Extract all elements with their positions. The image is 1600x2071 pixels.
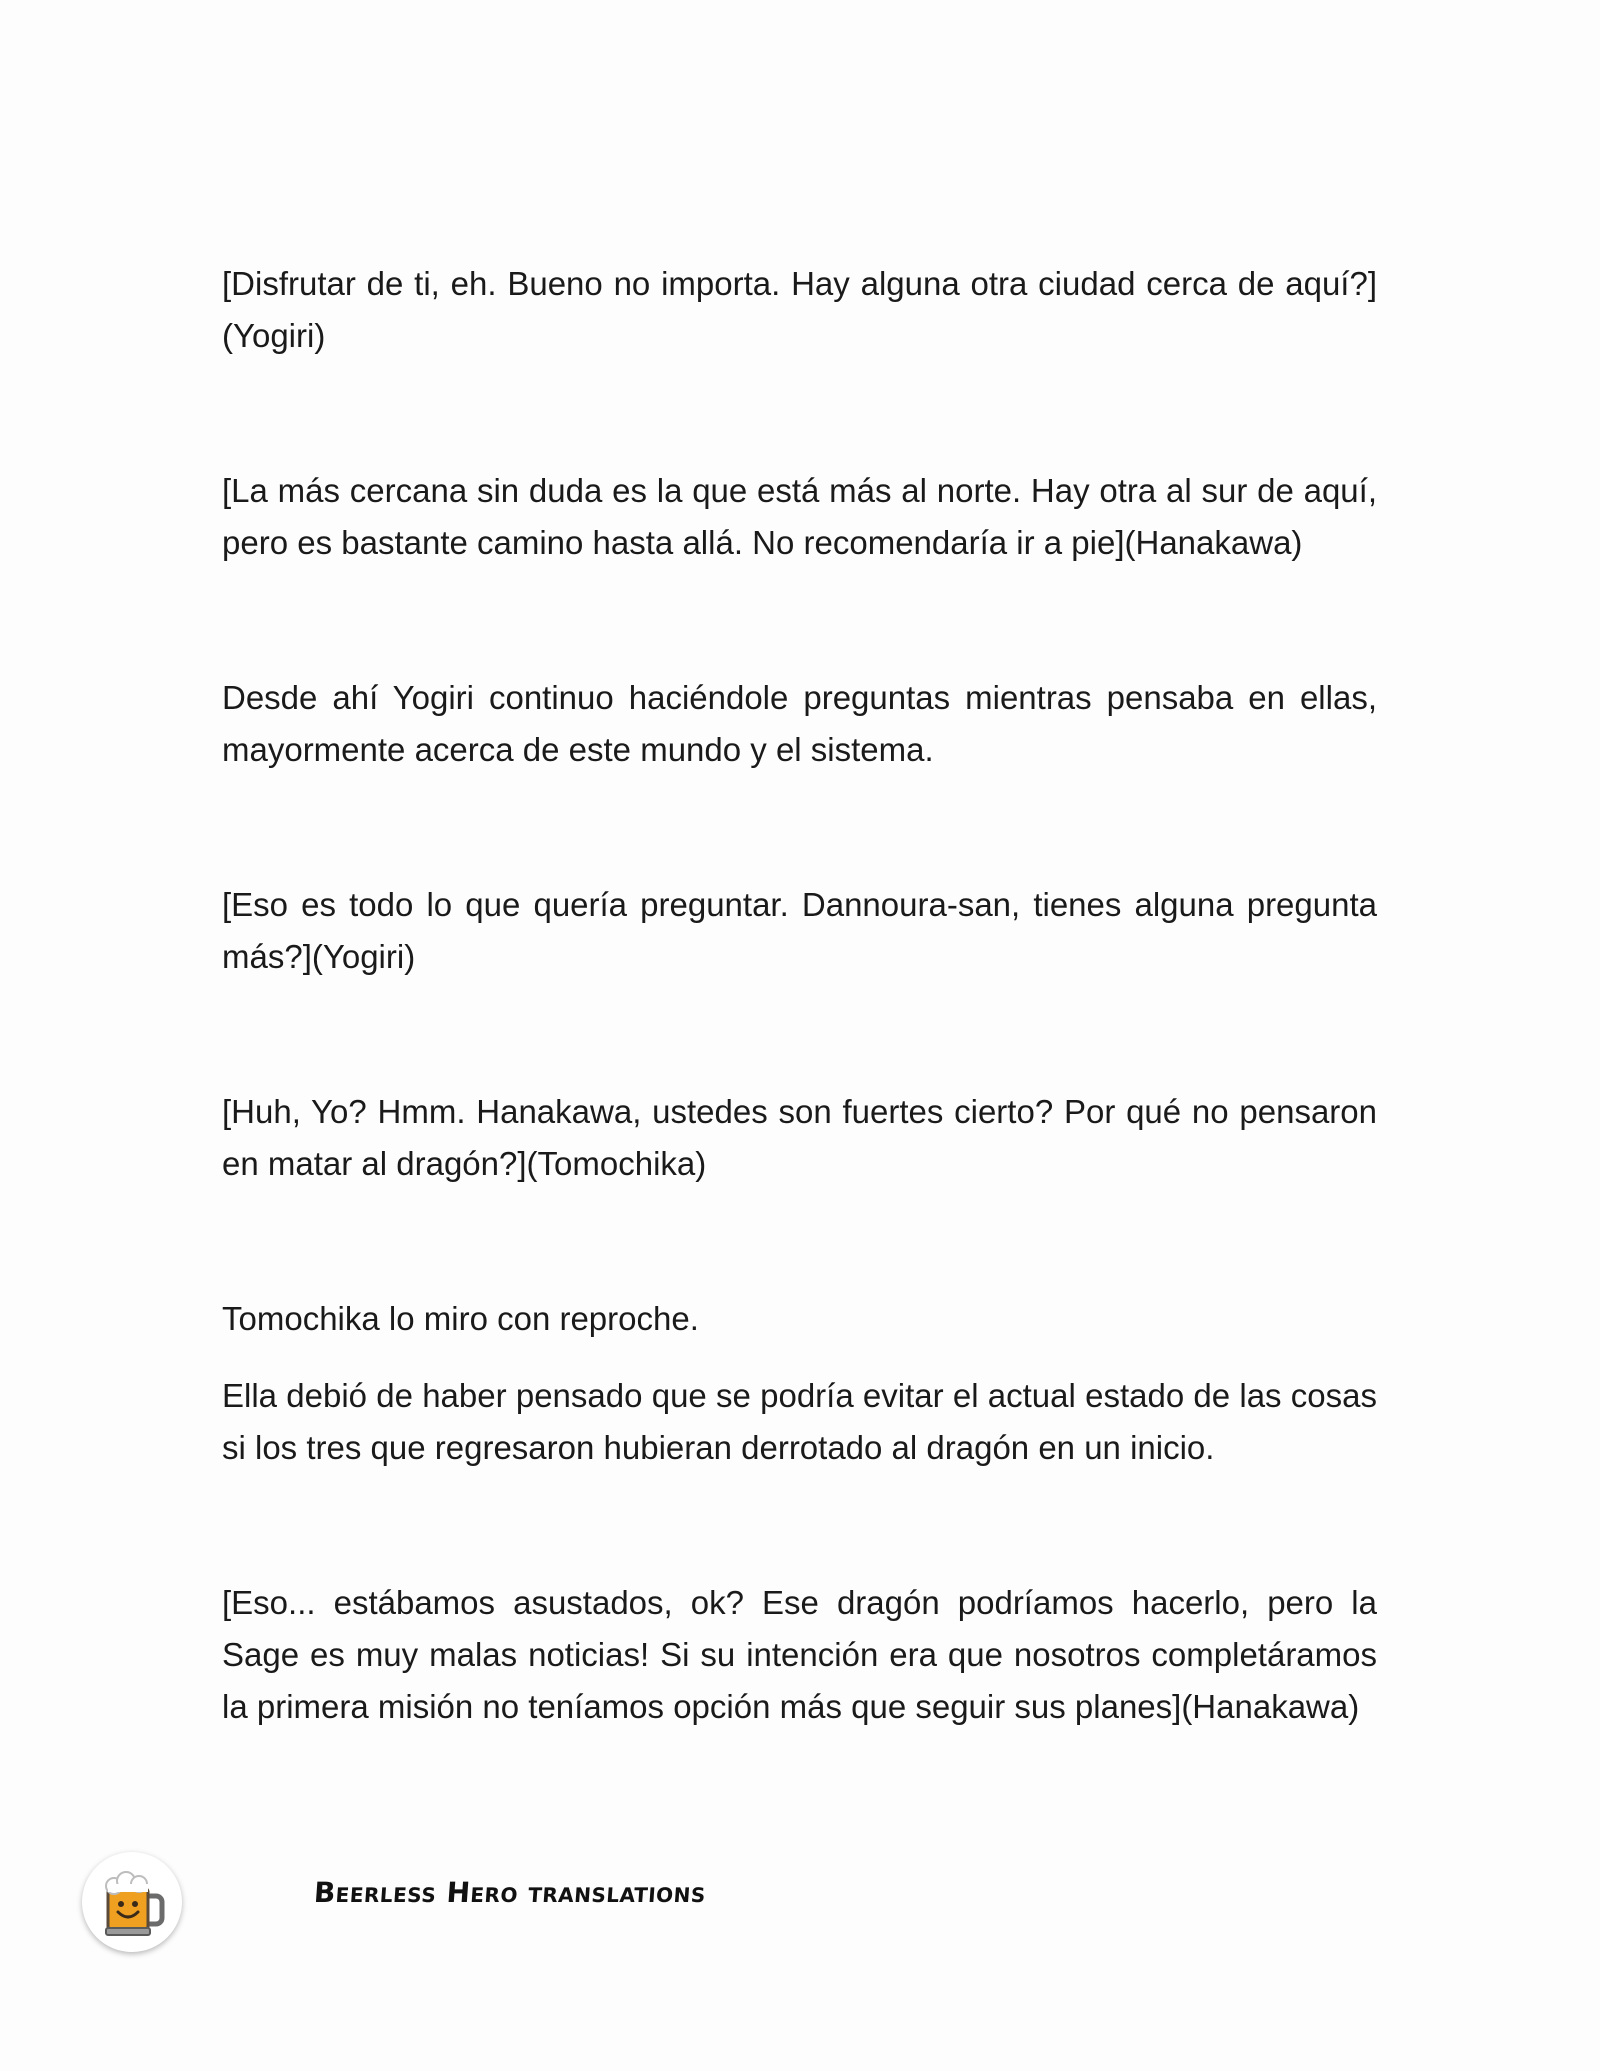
paragraph-1: [Disfrutar de ti, eh. Bueno no importa. Hay alguna otra ciudad cerca de aquí?](Yogiri) bbox=[222, 265, 1377, 354]
document-body bbox=[222, 258, 1377, 1733]
paragraph-7: Ella debió de haber pensado que se podría evitar el actual estado de las cosas si los tres que regresaron hubieran derrotado al dragón en un inicio. bbox=[222, 1377, 1377, 1466]
paragraph-5: [Huh, Yo? Hmm. Hanakawa, ustedes son fuertes cierto? Por qué no pensaron en matar al dragón?](Tomochika) bbox=[222, 1093, 1377, 1182]
paragraph-3: Desde ahí Yogiri continuo haciéndole preguntas mientras pensaba en ellas, mayormente acerca de este mundo y el sistema. bbox=[222, 679, 1377, 768]
paragraph-4: [Eso es todo lo que quería preguntar. Dannoura-san, tienes alguna pregunta más?](Yogiri) bbox=[222, 886, 1377, 975]
paragraph-6: Tomochika lo miro con reproche. bbox=[222, 1300, 699, 1337]
paragraph-2: [La más cercana sin duda es la que está más al norte. Hay otra al sur de aquí, pero es bastante camino hasta allá. No recomendaría ir a pie](Hanakawa) bbox=[222, 472, 1377, 561]
page-footer bbox=[0, 1840, 1600, 1970]
brand-name: Beerless Hero translations bbox=[312, 1876, 708, 1909]
paragraph-8: [Eso... estábamos asustados, ok? Ese dragón podríamos hacerlo, pero la Sage es muy malas noticias! Si su intención era que nosotros completáramos la primera misión no teníamos opción más que seguir sus planes](Hanakawa) bbox=[222, 1584, 1377, 1725]
beer-mug-smiley-icon bbox=[82, 1852, 182, 1952]
